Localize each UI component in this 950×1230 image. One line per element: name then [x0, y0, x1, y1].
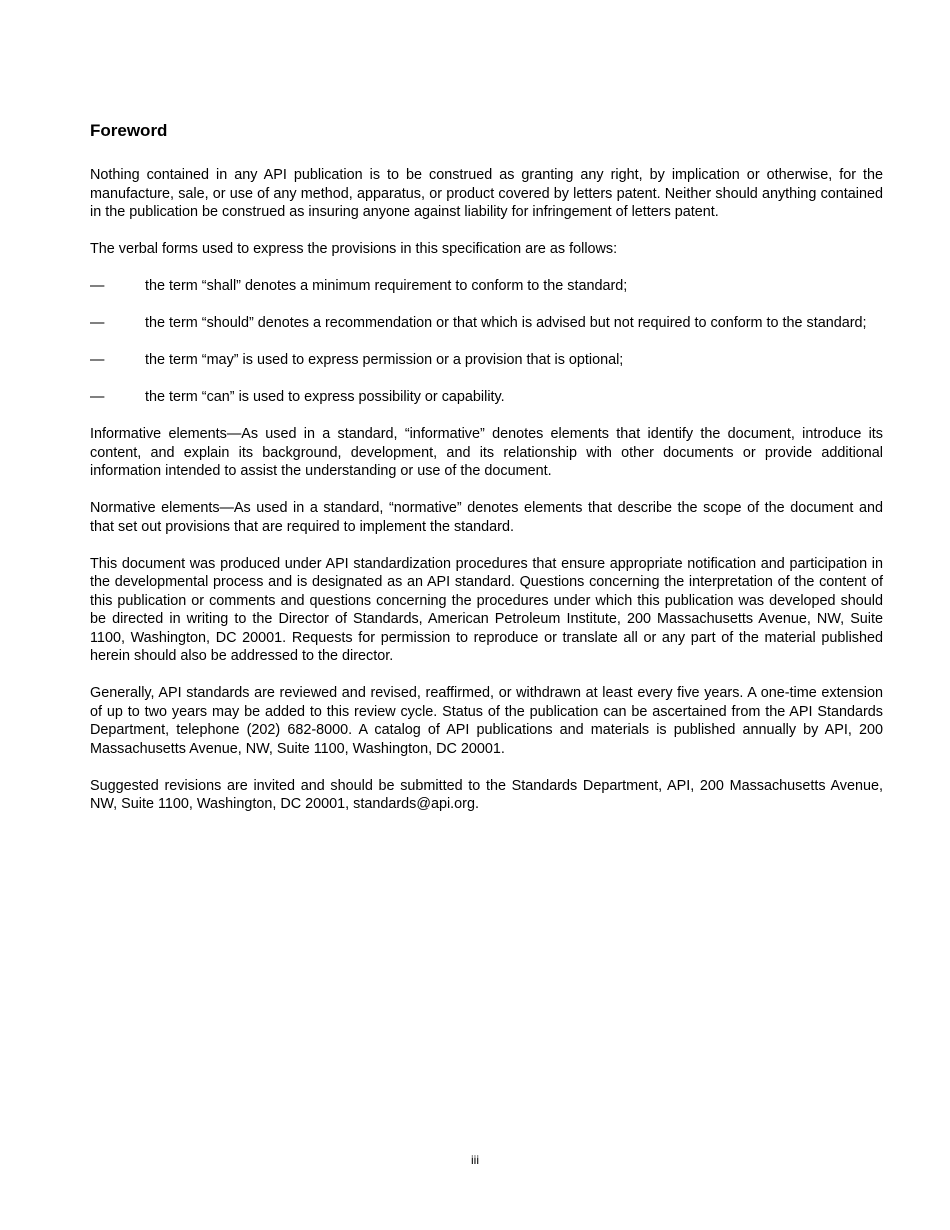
list-dash: — [90, 352, 105, 368]
review-cycle-paragraph: Generally, API standards are reviewed and revised, reaffirmed, or withdrawn at least every five years. A one-time extension of up to two years may be added to this review cycle. Status of the publication can be ascertained from the API Standards Department, telephone (202) 682-8000. A catalog of API publications and materials is published annually by API, 200 Massachusetts Avenue, NW, Suite 1100, Washington, DC 20001. [90, 685, 883, 757]
informative-elements-paragraph: Informative elements—As used in a standard, “informative” denotes elements that identify the document, introduce its content, and explain its background, development, and its relationship with other documents or provide additional information intended to assist the understanding or use of the document. [90, 426, 883, 479]
list-dash: — [90, 278, 105, 294]
list-item-should [90, 314, 883, 333]
list-item-text: the term “should” denotes a recommendation or that which is advised but not required to conform to the standard; [145, 315, 867, 331]
suggested-revisions-paragraph: Suggested revisions are invited and should be submitted to the Standards Department, API, 200 Massachusetts Avenue, NW, Suite 1100, Washington, DC 20001, standards@api.org. [90, 777, 883, 812]
standardization-procedures-paragraph: This document was produced under API standardization procedures that ensure appropriate notification and participation in the developmental process and is designated as an API standard. Questions concerning the interpretation of the content of this publication or comments and questions concerning the procedures under which this publication was developed should be directed in writing to the Director of Standards, American Petroleum Institute, 200 Massachusetts Avenue, NW, Suite 1100, Washington, DC 20001. Requests for permission to reproduce or translate all or any part of the material published herein should also be addressed to the director. [90, 555, 883, 664]
page-number: iii [471, 1153, 479, 1167]
list-item-text: the term “shall” denotes a minimum requirement to conform to the standard; [145, 278, 628, 294]
patent-disclaimer-paragraph: Nothing contained in any API publication is to be construed as granting any right, by implication or otherwise, for the manufacture, sale, or use of any method, apparatus, or product covered by letters patent. Neither should anything contained in the publication be construed as insuring anyone against liability for infringement of letters patent. [90, 167, 883, 220]
list-item-can [90, 388, 883, 407]
list-item-may [90, 351, 883, 370]
list-dash: — [90, 389, 105, 405]
document-page [90, 120, 883, 832]
list-item-text: the term “may” is used to express permission or a provision that is optional; [145, 352, 624, 368]
list-dash: — [90, 315, 105, 331]
list-item-shall [90, 277, 883, 296]
page-title: Foreword [90, 121, 168, 140]
normative-elements-paragraph: Normative elements—As used in a standard, “normative” denotes elements that describe the scope of the document and that set out provisions that are required to implement the standard. [90, 500, 883, 535]
verbal-forms-intro-paragraph: The verbal forms used to express the provisions in this specification are as follows: [90, 241, 618, 257]
list-item-text: the term “can” is used to express possibility or capability. [145, 389, 505, 405]
